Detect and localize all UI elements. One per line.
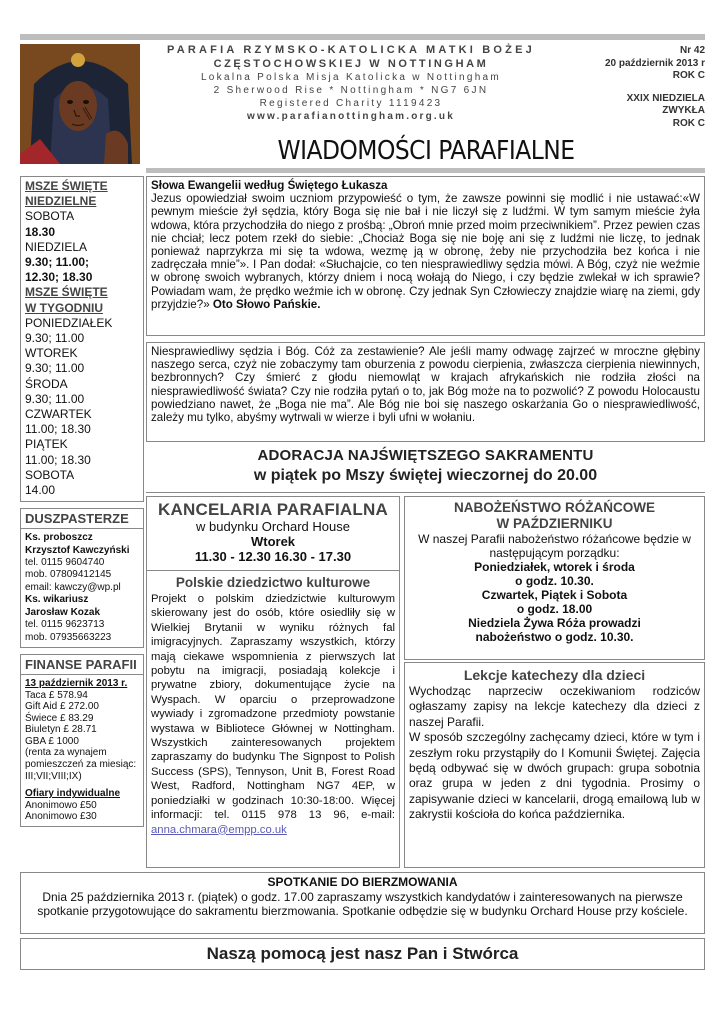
weekday-masses-heading-2: W TYGODNIU	[25, 300, 103, 315]
rosary-box	[404, 496, 705, 660]
confirmation-heading: SPOTKANIE DO BIERZMOWANIA	[267, 875, 458, 889]
issue-info	[555, 45, 705, 130]
rosary-schedule-line: o godz. 18.00	[516, 602, 593, 616]
parish-website-link[interactable]: www.parafianottingham.org.uk	[247, 111, 455, 122]
heritage-text	[151, 592, 395, 837]
parish-address: 2 Sherwood Rise * Nottingham * NG7 6JN	[213, 85, 489, 96]
mass-day: WTOREK	[25, 346, 78, 361]
priests-box	[20, 508, 144, 648]
adoration-title: ADORACJA NAJŚWIĘTSZEGO SAKRAMENTU	[257, 447, 594, 464]
catechesis-heading: Lekcje katechezy dla dzieci	[463, 667, 646, 683]
mass-time: 12.30; 18.30	[25, 270, 93, 285]
office-day: Wtorek	[250, 534, 296, 549]
adoration-notice	[146, 447, 705, 489]
gospel-box	[146, 176, 705, 336]
parish-name: PARAFIA RZYMSKO-KATOLICKA MATKI BOŻEJ	[167, 44, 535, 56]
gospel-closing: Oto Słowo Pańskie.	[212, 297, 321, 311]
finance-line: Gift Aid £ 272.00	[25, 701, 99, 713]
weekday-masses-heading-1: MSZE ŚWIĘTE	[25, 285, 108, 300]
catechesis-paragraph-2: W sposób szczególny zachęcamy dzieci, które w tym i zeszłym roku przystąpiły do I Komunii Świętej. Zajęcia będą odbywać się w dwóch grupach: grupa sobotnia oraz grupa w jeden z dni tygodnia. Prosimy o zapisywanie dzieci w kancelarii, drogą emailową lub w zakrystii kościoła do końca października.	[409, 730, 700, 822]
rosary-schedule-line: o godz. 10.30.	[515, 574, 594, 588]
mission-name: Lokalna Polska Misja Katolicka w Nottingham	[200, 72, 502, 83]
catechesis-box	[404, 662, 705, 868]
adoration-time: w piątek po Mszy świętej wieczornej do 20.00	[253, 467, 598, 484]
rosary-intro: W naszej Parafii nabożeństwo różańcowe będzie w następującym porządku:	[418, 532, 691, 560]
mass-time: 14.00	[25, 483, 56, 498]
vicar-phone: tel. 0115 9623713	[25, 619, 105, 631]
heritage-heading: Polskie dziedzictwo kulturowe	[147, 570, 399, 591]
mass-day: ŚRODA	[25, 376, 68, 391]
pastor-email: email: kawczy@wp.pl	[25, 581, 121, 593]
pastor-phone: tel. 0115 9604740	[25, 557, 105, 569]
mass-time: 9.30; 11.00;	[25, 255, 90, 270]
sidebar	[20, 176, 144, 833]
mass-time: 9.30; 11.00	[25, 391, 85, 406]
finance-note: (renta za wynajem pomieszczeń za miesiąc: III;VII;VIII;IX)	[25, 747, 137, 782]
parish-masthead	[146, 43, 556, 124]
finance-date: 13 październik 2013 r.	[25, 677, 128, 689]
rosary-schedule-line: Czwartek, Piątek i Sobota	[481, 588, 628, 602]
mass-day: NIEDZIELA	[25, 239, 88, 254]
mass-time: 11.00; 18.30	[25, 422, 91, 437]
finance-line: GBA £ 1000	[25, 735, 79, 747]
mass-day: SOBOTA	[25, 209, 75, 224]
reflection-box	[146, 342, 705, 442]
pastor-name: Krzysztof Kawczyński	[25, 544, 130, 556]
donations-heading: Ofiary indywidualne	[25, 788, 121, 800]
issue-number: Nr 42	[679, 45, 705, 56]
pastor-role: Ks. proboszcz	[25, 532, 93, 544]
mass-time: 18.30	[25, 224, 56, 239]
heritage-body: Projekt o polskim dziedzictwie kulturowym skierowany jest do osób, które osiedliły się w Wielkiej Brytanii w wyniku różnych fal imigracyjnych. Zapraszamy wszystkich, którzy mają ciekawe wspomnienia z pierwszych lat pobytu na imigracji, posiadają kolekcje i prywatne zbiory, dokumentujące życie na Wyspach. W oparciu o przeprowadzone wywiady i zgromadzone przedmioty powstanie wystawa w Bibliotece Głównej w Nottingham. Wszystkich zainteresowanych projektem zapraszamy do budynku The Signpost to Polish Success (SPS), Tennyson, Unit B, Forest Road West, Radford, Nottingham NG7 4EP, w poniedziałki w godzinach 10:30-18:00. Więcej informacji: tel. 0115 978 13 96, e-mail:	[151, 593, 395, 822]
mass-time: 9.30; 11.00	[25, 361, 85, 376]
reflection-text: Niesprawiedliwy sędzia i Bóg. Cóż za zestawienie? Ale jeśli mamy odwagę zajrzeć w mroczne głębiny naszego serca, czyż nie zobaczymy tam oburzenia z powodu cierpienia, zwłaszcza cierpienia niewinnych, bezbronnych? Czy śmierć z głodu niemowląt w krajach afrykańskich nie rodziła złości na niesprawiedliwość świata? Czy nie rodziła pytań o to, jak Bóg może na to pozwolić? Z powodu Holocaustu powiedziano nawet, że „Boga nie ma”. Ale Bóg nie boi się naszego oskarżania Go o niesprawiedliwość, zależy mu tylko, abyśmy wytrwali w wierze i byli ufni w wołaniu.	[151, 345, 700, 425]
page-title: WIADOMOŚCI PARAFIALNE	[277, 136, 575, 166]
confirmation-box	[20, 872, 705, 934]
section-rule	[146, 492, 705, 493]
parish-office-box	[146, 496, 400, 868]
rosary-schedule-line: Poniedziałek, wtorek i środa	[474, 560, 635, 574]
priests-heading: DUSZPASTERZE	[21, 509, 143, 529]
heritage-email-link[interactable]: anna.chmara@empp.co.uk	[151, 823, 287, 836]
catechesis-paragraph-1: Wychodząc naprzeciw oczekiwaniom rodziców ogłaszamy zapisy na lekcje katechezy dla dzieci z naszej Parafii.	[409, 684, 700, 729]
rosary-heading-1: NABOŻEŃSTWO RÓŻAŃCOWE	[454, 500, 655, 515]
finance-heading: FINANSE PARAFII	[21, 655, 143, 675]
sunday-masses-heading-1: MSZE ŚWIĘTE	[25, 179, 108, 193]
sunday-name-1: XXIX NIEDZIELA	[626, 92, 705, 104]
rosary-heading-2: W PAŹDZIERNIKU	[496, 516, 613, 531]
mass-time: 11.00; 18.30	[25, 452, 91, 467]
rosary-schedule-line: Niedziela Żywa Róża prowadzi	[468, 616, 641, 630]
finance-box	[20, 654, 144, 827]
finance-line: Taca £ 578.94	[25, 689, 88, 701]
office-heading: KANCELARIA PARAFIALNA	[158, 500, 388, 519]
office-location: w budynku Orchard House	[196, 519, 350, 534]
pastor-mobile: mob. 07809412145	[25, 569, 112, 581]
rosary-schedule-line: nabożeństwo o godz. 10.30.	[475, 630, 634, 644]
mass-day: PIĄTEK	[25, 437, 68, 452]
icon-painting	[20, 44, 140, 164]
vicar-role: Ks. wikariusz	[25, 594, 89, 606]
madonna-icon	[20, 44, 140, 164]
gospel-heading: Słowa Ewangelii według Świętego Łukasza	[151, 179, 388, 192]
sunday-name-3: ROK C	[672, 117, 705, 129]
confirmation-text: Dnia 25 października 2013 r. (piątek) o godz. 17.00 zapraszamy wszystkich kandydatów i zainteresowanych na pierwsze spotkanie przygotowujące do sakramentu bierzmowania. Spotkanie odbędzie się w budynku Orchard House przy kościele.	[37, 890, 688, 919]
mass-time: 9.30; 11.00	[25, 331, 85, 346]
mass-schedule	[20, 176, 144, 502]
liturgical-year: ROK C	[672, 70, 705, 81]
issue-gap	[555, 83, 705, 93]
finance-line: Biuletyn £ 28.71	[25, 724, 97, 736]
donation-line: Anonimowo £30	[25, 811, 97, 823]
vicar-mobile: mob. 07935663223	[25, 631, 112, 643]
finance-line: Świece £ 83.29	[25, 712, 94, 724]
top-rule	[20, 34, 705, 40]
sunday-name-2: ZWYKŁA	[662, 105, 705, 116]
title-rule	[146, 168, 705, 173]
office-hours: 11.30 - 12.30 16.30 - 17.30	[194, 549, 352, 564]
mass-day: PONIEDZIAŁEK	[25, 315, 113, 330]
issue-date: 20 październik 2013 r	[604, 57, 705, 69]
vicar-name: Jarosław Kozak	[25, 606, 101, 618]
parish-name-2: CZĘSTOCHOWSKIEJ W NOTTINGHAM	[213, 58, 489, 70]
mass-day: SOBOTA	[25, 467, 75, 482]
mass-day: CZWARTEK	[25, 407, 92, 422]
closing-motto: Naszą pomocą jest nasz Pan i Stwórca	[20, 938, 705, 970]
charity-number: Registered Charity 1119423	[259, 98, 443, 109]
sunday-masses-heading-2: NIEDZIELNE	[25, 194, 97, 209]
gospel-body: Jezus opowiedział swoim uczniom przypowieść o tym, że zawsze powinni się modlić i nie ustawać:«W pewnym mieście żył sędzia, który Boga się nie bał i nie liczył się z ludźmi. W tym samym mieście żyła wdowa, która przychodziła do niego z prośbą: „Obroń mnie przed moim przeciwnikiem”. Przez pewien czas nie chciał; lecz potem rzekł do siebie: „Chociaż Boga się nie boję ani się z ludźmi nie liczę, to jednak ponieważ naprzykrza mi się ta wdowa, wezmę ją w obronę, żeby nie przychodziła bez końca i nie zadręczała mnie”». I Pan dodał: «Słuchajcie, co ten niesprawiedliwy sędzia mówi. A Bóg, czyż nie weźmie w obronę swoich wybranych, którzy dniem i nocą wołają do Niego, i czy będzie zwlekał w ich sprawie? Powiadam wam, że prędko weźmie ich w obronę. Czy jednak Syn Człowieczy znajdzie wiarę na ziemi, gdy przyjdzie?»	[151, 192, 700, 311]
gospel-text	[151, 192, 700, 311]
donation-line: Anonimowo £50	[25, 799, 97, 811]
